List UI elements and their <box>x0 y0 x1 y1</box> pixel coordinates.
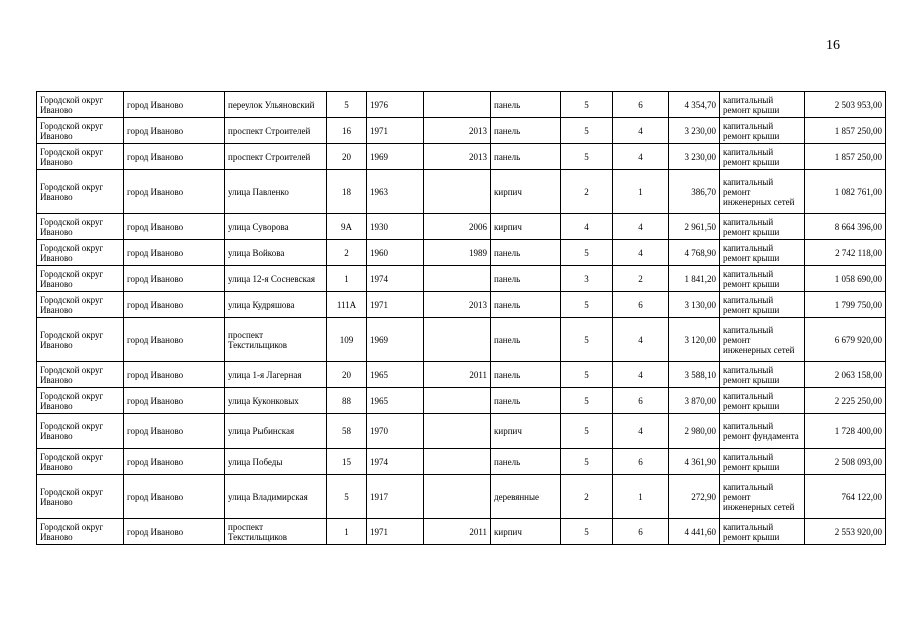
table-row <box>37 362 886 388</box>
year-renovated-cell: 1989 <box>424 240 491 266</box>
entrances-cell: 4 <box>613 144 669 170</box>
table-row <box>37 170 886 214</box>
wall-material-cell: кирпич <box>491 170 561 214</box>
wall-material-cell: панель <box>491 92 561 118</box>
entrances-cell: 6 <box>613 388 669 414</box>
work-type-cell: капитальный ремонт крыши <box>720 144 805 170</box>
table-row <box>37 414 886 449</box>
street-cell: переулок Ульяновский <box>225 92 327 118</box>
entrances-cell: 6 <box>613 92 669 118</box>
street-cell: проспект Строителей <box>225 118 327 144</box>
year-renovated-cell: 2011 <box>424 519 491 545</box>
municipality-cell: Городской округ Иваново <box>37 118 124 144</box>
work-type-cell: капитальный ремонт крыши <box>720 214 805 240</box>
cost-cell: 2 553 920,00 <box>805 519 886 545</box>
house-number-cell: 1 <box>327 266 367 292</box>
area-cell: 272,90 <box>669 475 720 519</box>
work-type-cell: капитальный ремонт крыши <box>720 266 805 292</box>
settlement-cell: город Иваново <box>124 449 225 475</box>
table-row <box>37 519 886 545</box>
table-row <box>37 92 886 118</box>
area-cell: 386,70 <box>669 170 720 214</box>
floors-cell: 5 <box>561 519 613 545</box>
municipality-cell: Городской округ Иваново <box>37 414 124 449</box>
table-row <box>37 214 886 240</box>
entrances-cell: 2 <box>613 266 669 292</box>
wall-material-cell: панель <box>491 388 561 414</box>
entrances-cell: 4 <box>613 414 669 449</box>
municipality-cell: Городской округ Иваново <box>37 240 124 266</box>
area-cell: 3 230,00 <box>669 118 720 144</box>
municipality-cell: Городской округ Иваново <box>37 388 124 414</box>
settlement-cell: город Иваново <box>124 144 225 170</box>
wall-material-cell: деревянные <box>491 475 561 519</box>
settlement-cell: город Иваново <box>124 475 225 519</box>
year-built-cell: 1974 <box>367 449 424 475</box>
table-row <box>37 144 886 170</box>
house-number-cell: 15 <box>327 449 367 475</box>
municipality-cell: Городской округ Иваново <box>37 475 124 519</box>
year-built-cell: 1969 <box>367 144 424 170</box>
area-cell: 4 354,70 <box>669 92 720 118</box>
house-number-cell: 20 <box>327 362 367 388</box>
entrances-cell: 6 <box>613 292 669 318</box>
work-type-cell: капитальный ремонт крыши <box>720 292 805 318</box>
wall-material-cell: панель <box>491 266 561 292</box>
work-type-cell: капитальный ремонт крыши <box>720 118 805 144</box>
year-renovated-cell: 2013 <box>424 292 491 318</box>
area-cell: 4 361,90 <box>669 449 720 475</box>
floors-cell: 5 <box>561 118 613 144</box>
entrances-cell: 4 <box>613 362 669 388</box>
year-renovated-cell <box>424 92 491 118</box>
work-type-cell: капитальный ремонт крыши <box>720 519 805 545</box>
year-renovated-cell <box>424 414 491 449</box>
table-row <box>37 292 886 318</box>
year-built-cell: 1960 <box>367 240 424 266</box>
settlement-cell: город Иваново <box>124 266 225 292</box>
street-cell: проспект Текстильщиков <box>225 519 327 545</box>
house-number-cell: 1 <box>327 519 367 545</box>
floors-cell: 5 <box>561 92 613 118</box>
municipality-cell: Городской округ Иваново <box>37 292 124 318</box>
municipality-cell: Городской округ Иваново <box>37 144 124 170</box>
street-cell: улица Куконковых <box>225 388 327 414</box>
street-cell: улица Победы <box>225 449 327 475</box>
area-cell: 3 120,00 <box>669 318 720 362</box>
street-cell: улица 12-я Сосневская <box>225 266 327 292</box>
floors-cell: 4 <box>561 214 613 240</box>
municipality-cell: Городской округ Иваново <box>37 170 124 214</box>
cost-cell: 1 058 690,00 <box>805 266 886 292</box>
settlement-cell: город Иваново <box>124 318 225 362</box>
area-cell: 4 768,90 <box>669 240 720 266</box>
entrances-cell: 1 <box>613 170 669 214</box>
area-cell: 2 961,50 <box>669 214 720 240</box>
work-type-cell: капитальный ремонт крыши <box>720 240 805 266</box>
house-number-cell: 111А <box>327 292 367 318</box>
wall-material-cell: панель <box>491 362 561 388</box>
municipality-cell: Городской округ Иваново <box>37 214 124 240</box>
year-renovated-cell <box>424 388 491 414</box>
settlement-cell: город Иваново <box>124 519 225 545</box>
municipality-cell: Городской округ Иваново <box>37 449 124 475</box>
municipality-cell: Городской округ Иваново <box>37 92 124 118</box>
settlement-cell: город Иваново <box>124 92 225 118</box>
work-type-cell: капитальный ремонт крыши <box>720 362 805 388</box>
street-cell: улица Кудряшова <box>225 292 327 318</box>
year-renovated-cell: 2013 <box>424 118 491 144</box>
year-built-cell: 1965 <box>367 362 424 388</box>
table-row <box>37 449 886 475</box>
cost-cell: 1 728 400,00 <box>805 414 886 449</box>
wall-material-cell: панель <box>491 118 561 144</box>
entrances-cell: 1 <box>613 475 669 519</box>
street-cell: проспект Текстильщиков <box>225 318 327 362</box>
street-cell: улица Суворова <box>225 214 327 240</box>
entrances-cell: 4 <box>613 318 669 362</box>
municipality-cell: Городской округ Иваново <box>37 519 124 545</box>
settlement-cell: город Иваново <box>124 362 225 388</box>
house-number-cell: 20 <box>327 144 367 170</box>
cost-cell: 2 503 953,00 <box>805 92 886 118</box>
cost-cell: 1 082 761,00 <box>805 170 886 214</box>
housing-repair-table <box>36 91 886 545</box>
house-number-cell: 58 <box>327 414 367 449</box>
municipality-cell: Городской округ Иваново <box>37 362 124 388</box>
table-row <box>37 475 886 519</box>
floors-cell: 5 <box>561 414 613 449</box>
cost-cell: 2 225 250,00 <box>805 388 886 414</box>
work-type-cell: капитальный ремонт инженерных сетей <box>720 475 805 519</box>
settlement-cell: город Иваново <box>124 240 225 266</box>
year-renovated-cell: 2006 <box>424 214 491 240</box>
work-type-cell: капитальный ремонт крыши <box>720 92 805 118</box>
cost-cell: 1 857 250,00 <box>805 118 886 144</box>
settlement-cell: город Иваново <box>124 214 225 240</box>
entrances-cell: 4 <box>613 240 669 266</box>
floors-cell: 2 <box>561 170 613 214</box>
year-renovated-cell: 2011 <box>424 362 491 388</box>
work-type-cell: капитальный ремонт крыши <box>720 388 805 414</box>
year-built-cell: 1917 <box>367 475 424 519</box>
house-number-cell: 5 <box>327 92 367 118</box>
table-row <box>37 240 886 266</box>
floors-cell: 5 <box>561 362 613 388</box>
year-built-cell: 1969 <box>367 318 424 362</box>
street-cell: проспект Строителей <box>225 144 327 170</box>
area-cell: 3 870,00 <box>669 388 720 414</box>
cost-cell: 6 679 920,00 <box>805 318 886 362</box>
cost-cell: 1 799 750,00 <box>805 292 886 318</box>
wall-material-cell: кирпич <box>491 519 561 545</box>
floors-cell: 5 <box>561 292 613 318</box>
house-number-cell: 18 <box>327 170 367 214</box>
area-cell: 3 230,00 <box>669 144 720 170</box>
cost-cell: 1 857 250,00 <box>805 144 886 170</box>
area-cell: 3 588,10 <box>669 362 720 388</box>
cost-cell: 2 508 093,00 <box>805 449 886 475</box>
year-built-cell: 1970 <box>367 414 424 449</box>
floors-cell: 3 <box>561 266 613 292</box>
entrances-cell: 4 <box>613 118 669 144</box>
floors-cell: 5 <box>561 449 613 475</box>
cost-cell: 8 664 396,00 <box>805 214 886 240</box>
work-type-cell: капитальный ремонт инженерных сетей <box>720 170 805 214</box>
page-number: 16 <box>826 38 840 53</box>
area-cell: 2 980,00 <box>669 414 720 449</box>
area-cell: 1 841,20 <box>669 266 720 292</box>
work-type-cell: капитальный ремонт инженерных сетей <box>720 318 805 362</box>
street-cell: улица Владимирская <box>225 475 327 519</box>
work-type-cell: капитальный ремонт крыши <box>720 449 805 475</box>
year-renovated-cell <box>424 449 491 475</box>
house-number-cell: 2 <box>327 240 367 266</box>
year-renovated-cell <box>424 318 491 362</box>
municipality-cell: Городской округ Иваново <box>37 318 124 362</box>
house-number-cell: 88 <box>327 388 367 414</box>
year-built-cell: 1965 <box>367 388 424 414</box>
floors-cell: 2 <box>561 475 613 519</box>
area-cell: 4 441,60 <box>669 519 720 545</box>
cost-cell: 764 122,00 <box>805 475 886 519</box>
wall-material-cell: панель <box>491 318 561 362</box>
floors-cell: 5 <box>561 388 613 414</box>
year-built-cell: 1971 <box>367 519 424 545</box>
street-cell: улица Рыбинская <box>225 414 327 449</box>
wall-material-cell: панель <box>491 292 561 318</box>
table-row <box>37 388 886 414</box>
year-built-cell: 1971 <box>367 292 424 318</box>
year-renovated-cell: 2013 <box>424 144 491 170</box>
work-type-cell: капитальный ремонт фундамента <box>720 414 805 449</box>
wall-material-cell: панель <box>491 144 561 170</box>
year-renovated-cell <box>424 170 491 214</box>
settlement-cell: город Иваново <box>124 170 225 214</box>
year-built-cell: 1976 <box>367 92 424 118</box>
settlement-cell: город Иваново <box>124 292 225 318</box>
street-cell: улица Войкова <box>225 240 327 266</box>
floors-cell: 5 <box>561 240 613 266</box>
house-number-cell: 16 <box>327 118 367 144</box>
house-number-cell: 5 <box>327 475 367 519</box>
settlement-cell: город Иваново <box>124 118 225 144</box>
year-renovated-cell <box>424 475 491 519</box>
table-row <box>37 318 886 362</box>
year-built-cell: 1930 <box>367 214 424 240</box>
wall-material-cell: кирпич <box>491 414 561 449</box>
table-row <box>37 118 886 144</box>
street-cell: улица 1-я Лагерная <box>225 362 327 388</box>
entrances-cell: 4 <box>613 214 669 240</box>
settlement-cell: город Иваново <box>124 388 225 414</box>
floors-cell: 5 <box>561 144 613 170</box>
street-cell: улица Павленко <box>225 170 327 214</box>
floors-cell: 5 <box>561 318 613 362</box>
house-number-cell: 109 <box>327 318 367 362</box>
municipality-cell: Городской округ Иваново <box>37 266 124 292</box>
year-built-cell: 1974 <box>367 266 424 292</box>
year-built-cell: 1971 <box>367 118 424 144</box>
settlement-cell: город Иваново <box>124 414 225 449</box>
year-built-cell: 1963 <box>367 170 424 214</box>
table-row <box>37 266 886 292</box>
cost-cell: 2 742 118,00 <box>805 240 886 266</box>
cost-cell: 2 063 158,00 <box>805 362 886 388</box>
wall-material-cell: панель <box>491 449 561 475</box>
year-renovated-cell <box>424 266 491 292</box>
entrances-cell: 6 <box>613 519 669 545</box>
area-cell: 3 130,00 <box>669 292 720 318</box>
wall-material-cell: панель <box>491 240 561 266</box>
entrances-cell: 6 <box>613 449 669 475</box>
wall-material-cell: кирпич <box>491 214 561 240</box>
house-number-cell: 9А <box>327 214 367 240</box>
